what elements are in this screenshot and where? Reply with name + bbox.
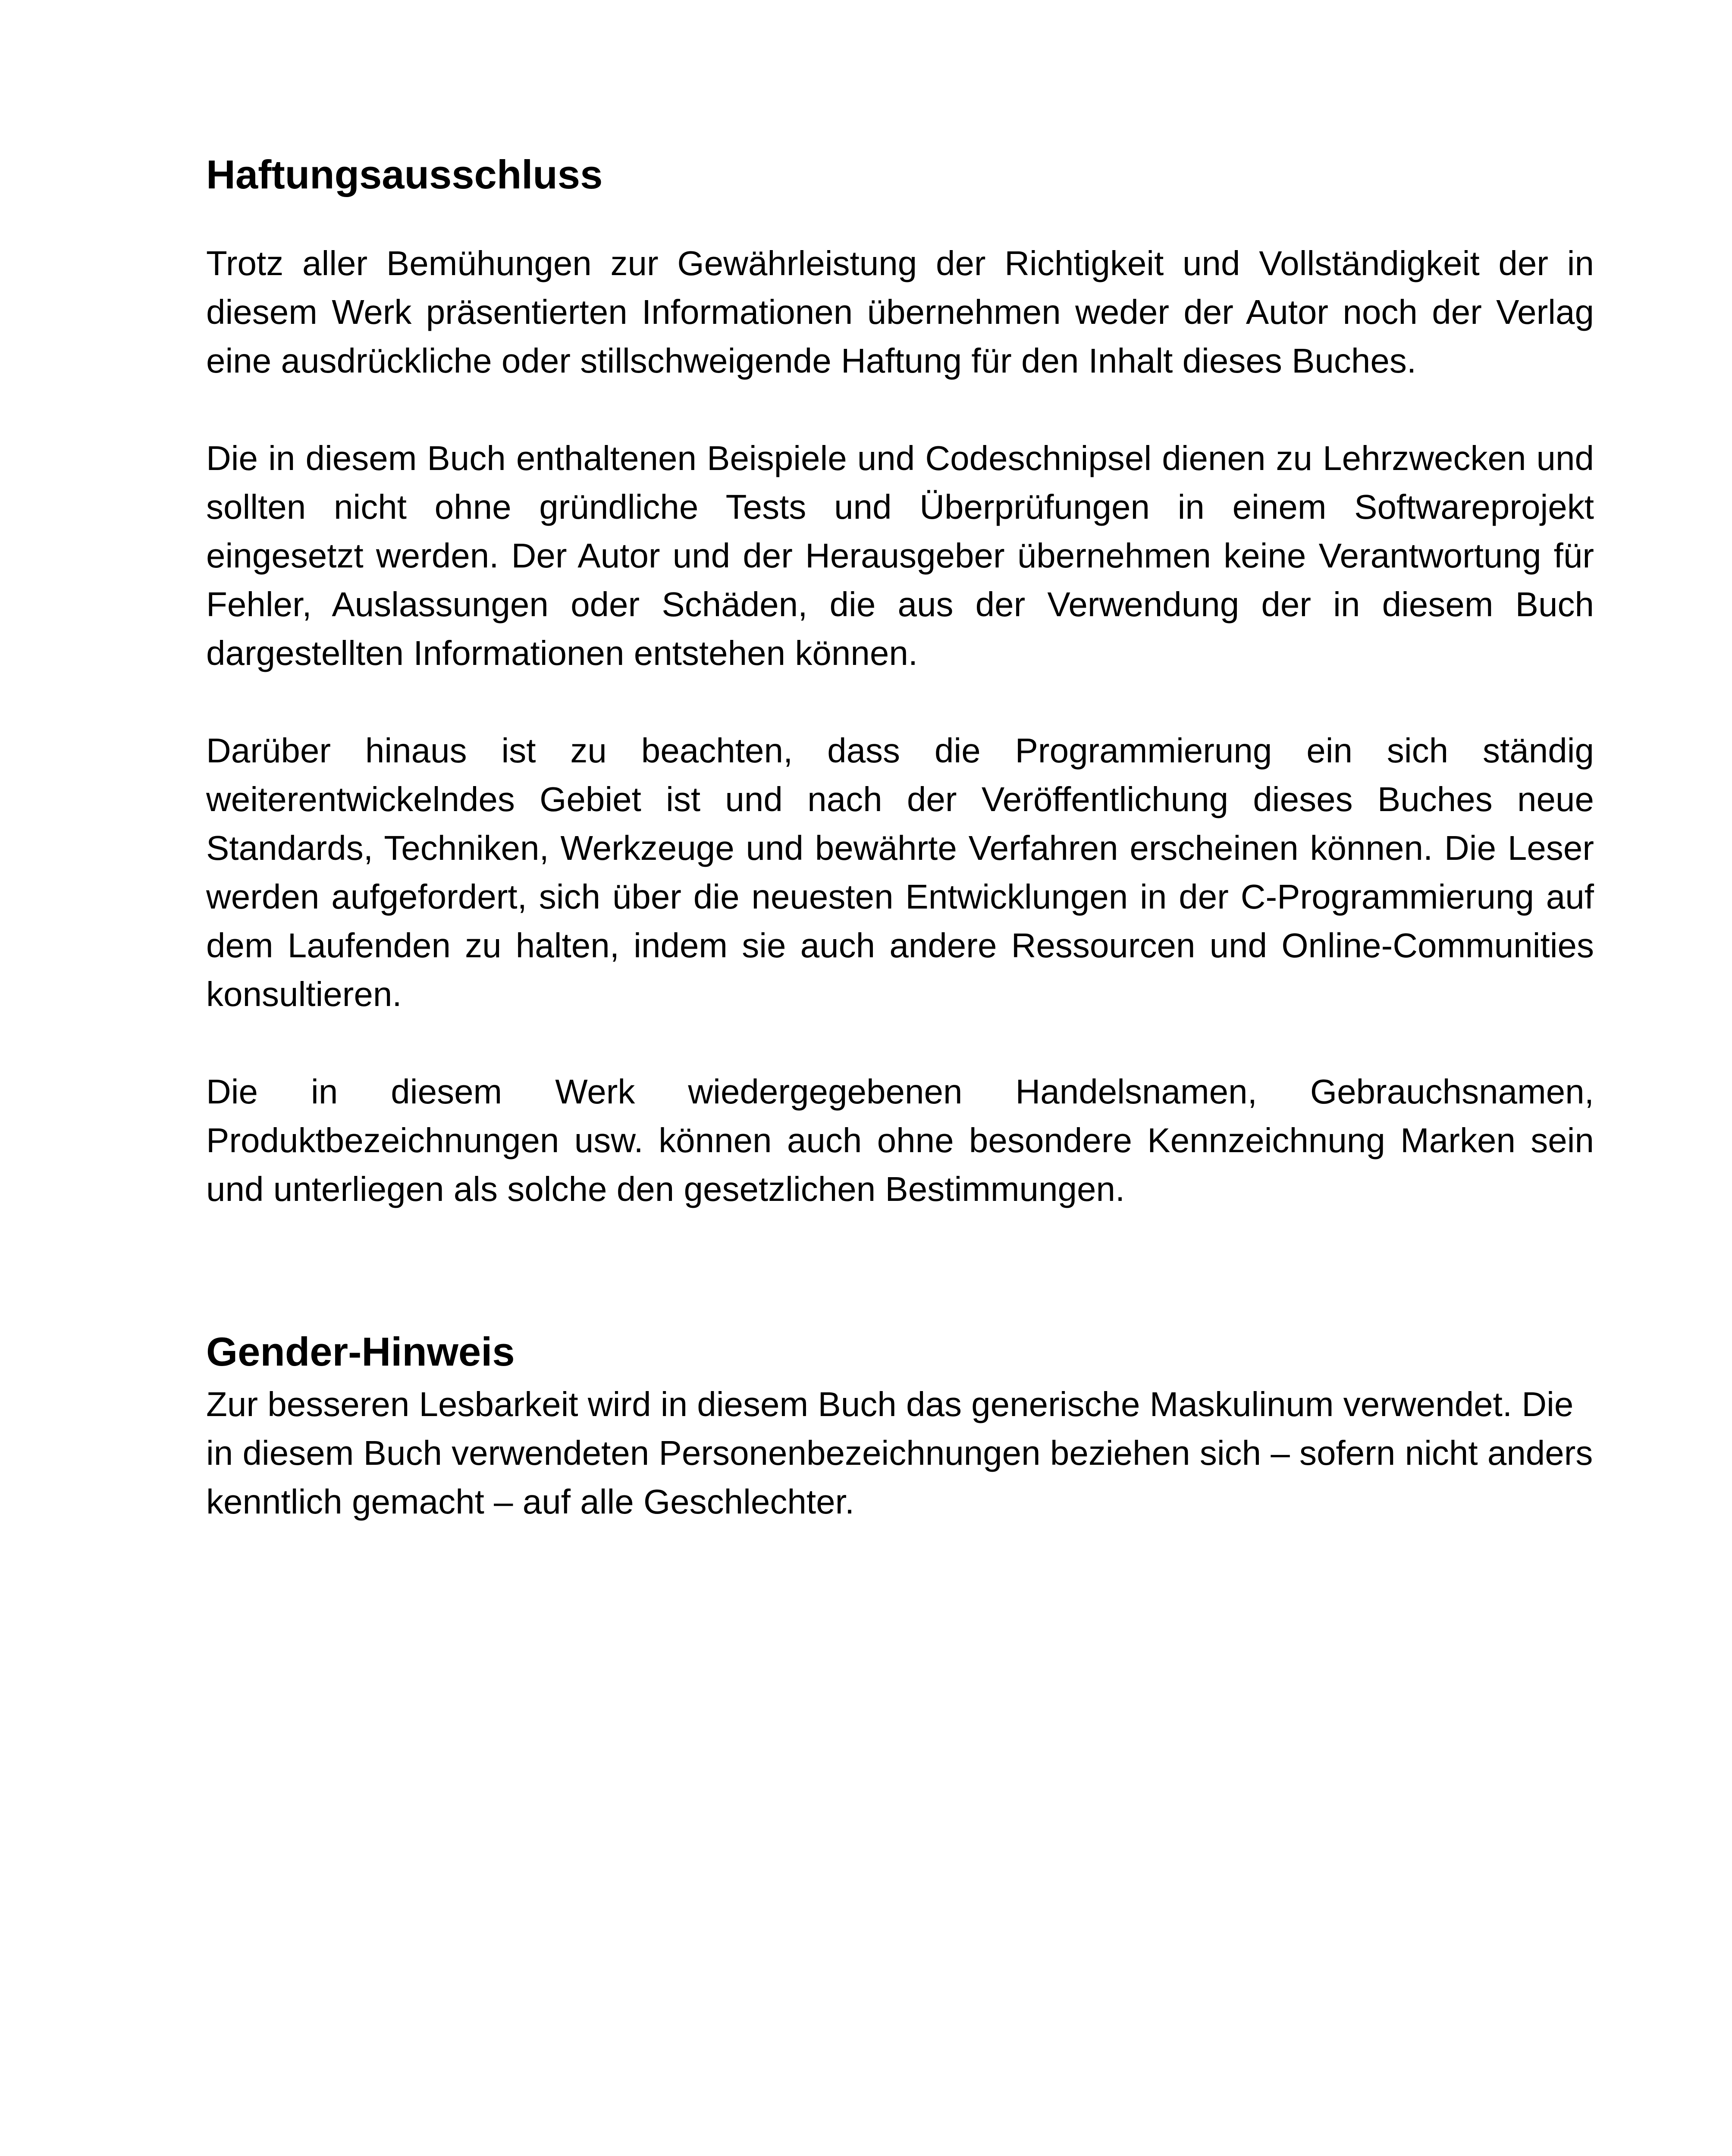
disclaimer-paragraph-code-examples: Die in diesem Buch enthaltenen Beispiele und Codeschnipsel dienen zu Lehrzwecken und sollten nicht ohne gründliche Tests und Überprüfungen in einem Softwareprojekt eingesetzt werden. Der Autor und der Herausgeber übernehmen keine Verantwortung für Fehler, Auslassungen oder Schäden, die aus der Verwendung der in diesem Buch dargestellten Informationen entstehen können.	[206, 439, 1594, 672]
gender-notice-text: Zur besseren Lesbarkeit wird in diesem Buch das generische Maskulinum verwendet. Die in diesem Buch verwendeten Personenbezeichnungen beziehen sich – sofern nicht anders kenntlich gemacht – auf alle Geschlechter.	[206, 1385, 1593, 1521]
disclaimer-section	[206, 147, 1594, 1213]
disclaimer-paragraph-trademarks: Die in diesem Werk wiedergegebenen Handelsnamen, Gebrauchsnamen, Produktbezeichnungen usw. können auch ohne besondere Kennzeichnung Marken sein und unterliegen als solche den gesetzlichen Bestimmungen.	[206, 1072, 1594, 1208]
gender-notice-heading: Gender-Hinweis	[206, 1329, 515, 1374]
disclaimer-heading: Haftungsausschluss	[206, 152, 603, 197]
disclaimer-paragraph-evolving-field: Darüber hinaus ist zu beachten, dass die Programmierung ein sich ständig weiterentwickelndes Gebiet ist und nach der Veröffentlichung dieses Buches neue Standards, Techniken, Werkzeuge und bewährte Verfahren erscheinen können. Die Leser werden aufgefordert, sich über die neuesten Entwicklungen in der C-Programmierung auf dem Laufenden zu halten, indem sie auch andere Ressourcen und Online-Communities konsultieren.	[206, 731, 1594, 1013]
disclaimer-paragraph-liability: Trotz aller Bemühungen zur Gewährleistung der Richtigkeit und Vollständigkeit der in diesem Werk präsentierten Informationen übernehmen weder der Autor noch der Verlag eine ausdrückliche oder stillschweigende Haftung für den Inhalt dieses Buches.	[206, 244, 1594, 380]
gender-notice-section	[206, 1324, 1594, 1526]
